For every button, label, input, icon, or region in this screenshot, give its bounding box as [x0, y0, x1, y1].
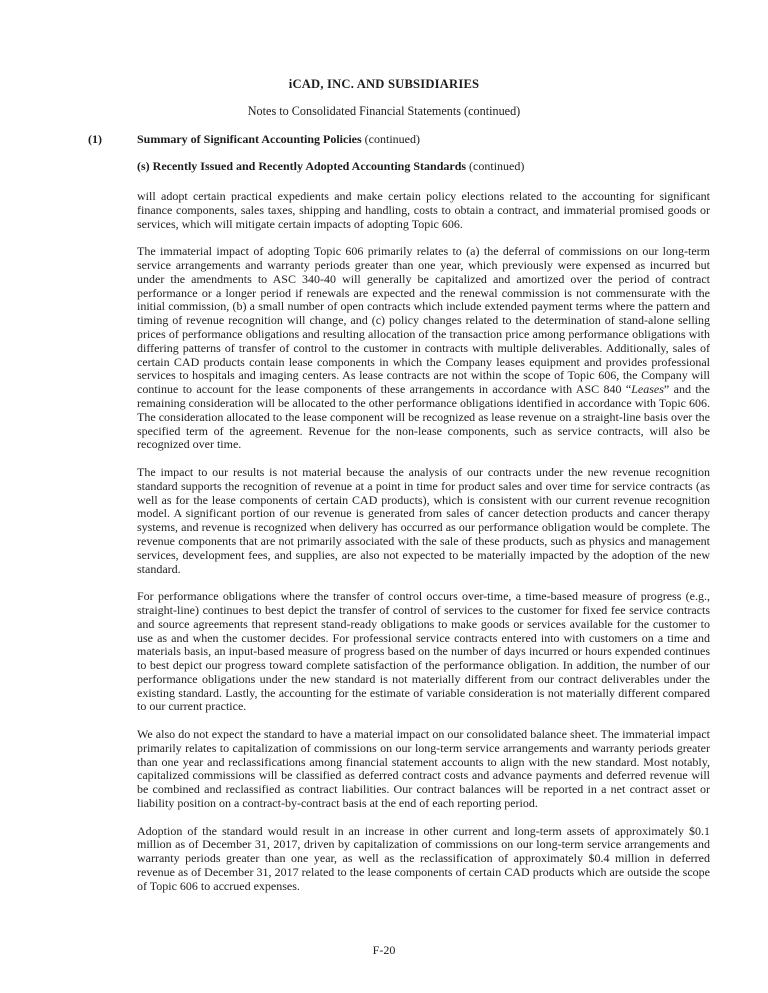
- subsection-continued-label: (continued): [466, 159, 525, 173]
- subsection-title: (s) Recently Issued and Recently Adopted Accounting Standards: [137, 159, 467, 173]
- company-title: iCAD, INC. AND SUBSIDIARIES: [288, 77, 480, 91]
- paragraph-balance-sheet: We also do not expect the standard to have a material impact on our consolidated balance sheet. The immaterial impact primarily relates to capitalization of commissions on our long-term service arrangements and warranty periods greater than one year and reclassifications among financial statement accounts to align with the new standard. Most notably, capitalized commissions will be classified as deferred contract costs and advance payments and deferred revenue will be combined and reclassified as contract liabilities. Our contract balances will be reported in a net contract asset or liability position on a contract-by-contract basis at the end of each reporting period.: [137, 727, 710, 811]
- section-number: (1): [88, 132, 102, 146]
- section-title: Summary of Significant Accounting Policies: [137, 132, 362, 146]
- section-title-wrap: [137, 132, 420, 146]
- page-number: F-20: [372, 943, 396, 957]
- paragraph-immaterial-impact-text-cont: ” and the remaining consideration will be allocated to the other performance obligations identified in accordance with Topic 606. The consideration allocated to the lease component will be recognized as lease revenue on a straight-line basis over the specified term of the agreement. Revenue for the non-lease components, such as service contracts, will also be recognized over time.: [137, 382, 710, 452]
- note-body: [137, 190, 710, 894]
- paragraph-results-impact: The impact to our results is not material because the analysis of our contracts under the new revenue recognition standard supports the recognition of revenue at a point in time for product sales and over time for service contracts (as well as for the lease components of certain CAD products), which is consistent with our current revenue recognition model. A significant portion of our revenue is generated from sales of cancer detection products and cancer therapy systems, and revenue is recognized when delivery has occurred as our performance obligation would be complete. The revenue components that are not primarily associated with the sale of these products, such as physics and management services, development fees, and supplies, are also not expected to be materially impacted by the adoption of the new standard.: [137, 464, 710, 576]
- section-continued-label: (continued): [361, 132, 420, 146]
- paragraph-performance-obligations: For performance obligations where the transfer of control occurs over-time, a time-based measure of progress (e.g., straight-line) continues to best depict the transfer of control of services to the customer for fixed fee service contracts and source agreements that represent stand-ready obligations to make goods or services available for the customer to use as and when the customer decides. For professional service contracts entered into with customers on a time and materials basis, an input-based measure of progress based on the number of days incurred or hours expended continues to best depict our progress toward complete satisfaction of the performance obligation. In addition, the number of our performance obligations under the new standard is not materially different from our contract deliverables under the existing standard. Lastly, the accounting for the estimate of variable consideration is not materially different compared to our current practice.: [137, 589, 710, 714]
- paragraph-immaterial-impact-text: The immaterial impact of adopting Topic 606 primarily relates to (a) the deferral of commissions on our long-term service arrangements and warranty periods greater than one year, which previously were expensed as incurred but under the amendments to ASC 340-40 will generally be capitalized and amortized over the period of contract performance or a longer period if renewals are expected and the renewal commission is not commensurate with the initial commission, (b) a small number of open contracts which include extended payment terms where the pattern and timing of revenue recognition will change, and (c) policy changes related to the determination of stand-alone selling prices of performance obligations and resulting allocation of the transaction price among performance obligations with differing patterns of transfer of control to the customer in contracts with multiple deliverables. Additionally, sales of certain CAD products contain lease components in which the Company leases equipment and provides professional services to hospitals and imaging centers. As lease contracts are not within the scope of Topic 606, the Company will continue to account for the lease components of these arrangements in accordance with ASC 840 “: [137, 244, 710, 397]
- leases-italic-term: Leases: [631, 382, 664, 397]
- paragraph-immaterial-impact: [137, 245, 710, 452]
- subsection-heading: [137, 159, 710, 173]
- notes-subtitle: Notes to Consolidated Financial Statements (continued): [247, 104, 521, 118]
- paragraph-expedients: will adopt certain practical expedients and make certain policy elections related to the accounting for significant finance components, sales taxes, shipping and handling, costs to obtain a contract, and immaterial promised goods or services, which will mitigate certain impacts of adopting Topic 606.: [137, 189, 710, 231]
- paragraph-adoption-result: Adoption of the standard would result in an increase in other current and long-term assets of approximately $0.1 million as of December 31, 2017, driven by capitalization of commissions on our long-term service arrangements and warranty periods greater than one year, as well as the reclassification of approximately $0.4 million in deferred revenue as of December 31, 2017 related to the lease components of certain CAD products which are outside the scope of Topic 606 to accrued expenses.: [137, 823, 710, 893]
- section-heading: [88, 132, 710, 146]
- page-footer: [0, 943, 768, 957]
- document-header: [0, 0, 768, 118]
